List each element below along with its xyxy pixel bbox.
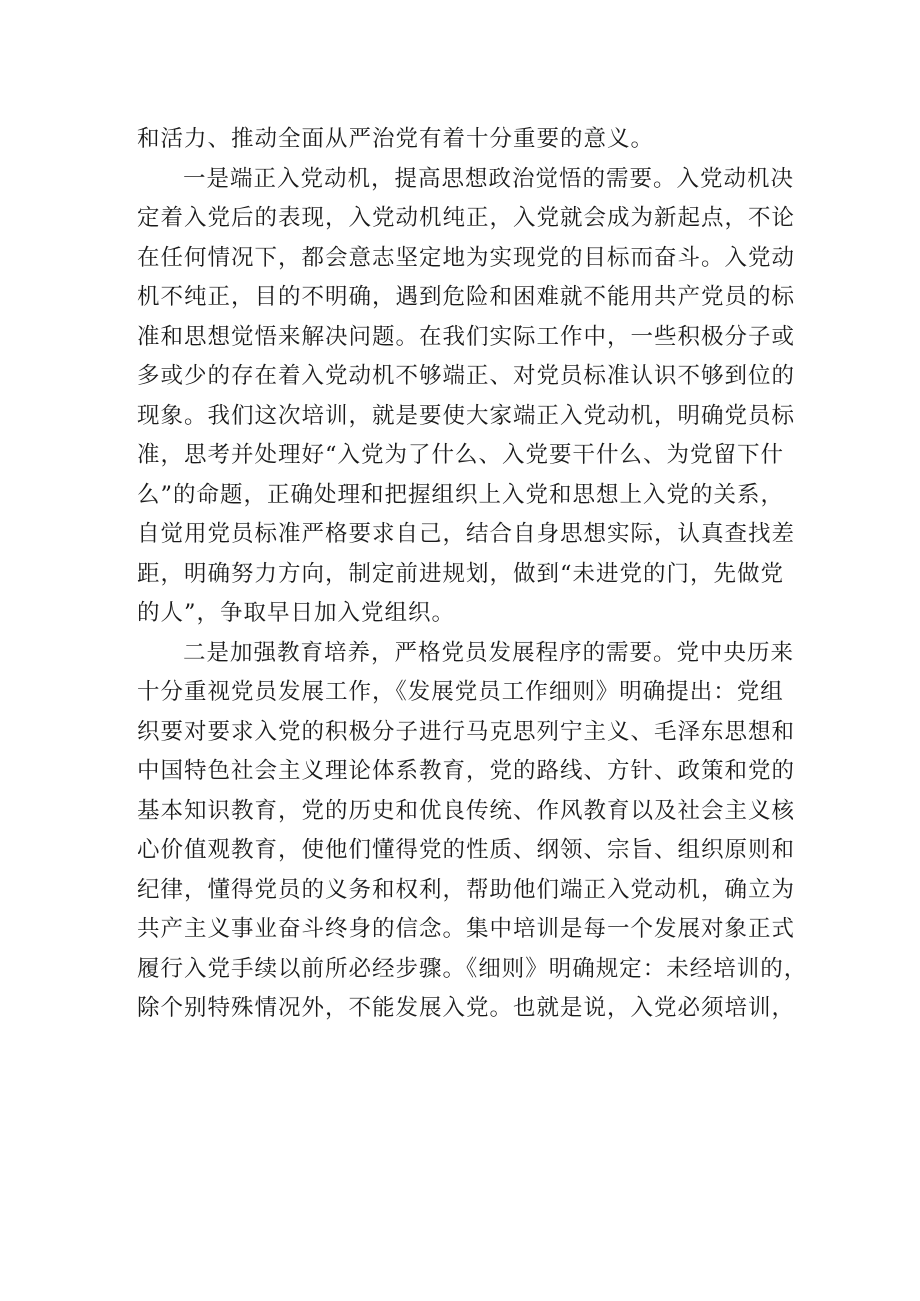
text-line: 准和思想觉悟来解决问题。在我们实际工作中，一些积极分子或	[137, 323, 796, 350]
text-line: 基本知识教育，党的历史和优良传统、作风教育以及社会主义核	[137, 797, 796, 824]
text-line: 履行入党手续以前所必经步骤。《细则》明确规定：未经培训的，	[137, 955, 808, 982]
text-line: 二是加强教育培养，严格党员发展程序的需要。党中央历来	[183, 639, 795, 666]
text-line: 现象。我们这次培训，就是要使大家端正入党动机，明确党员标	[137, 402, 796, 429]
text-line: 定着入党后的表现，入党动机纯正，入党就会成为新起点，不论	[137, 205, 796, 231]
text-line: 除个别特殊情况外，不能发展入党。也就是说，入党必须培训，	[137, 995, 796, 1021]
text-line: 织要对要求入党的积极分子进行马克思列宁主义、毛泽东思想和	[137, 718, 796, 745]
text-line: 距，明确努力方向，制定前进规划，做到“未进党的门，先做党	[137, 560, 785, 587]
text-line: 纪律，懂得党员的义务和权利，帮助他们端正入党动机，确立为	[137, 876, 796, 903]
text-line: 中国特色社会主义理论体系教育，党的路线、方针、政策和党的	[137, 758, 796, 784]
text-line: 一是端正入党动机，提高思想政治觉悟的需要。入党动机决	[183, 165, 795, 192]
text-line: 十分重视党员发展工作，《发展党员工作细则》明确提出：党组	[137, 679, 784, 705]
text-line: 心价值观教育，使他们懂得党的性质、纲领、宗旨、组织原则和	[137, 837, 796, 863]
text-line: 和活力、推动全面从严治党有着十分重要的意义。	[137, 126, 655, 152]
text-line: 在任何情况下，都会意志坚定地为实现党的目标而奋斗。入党动	[137, 244, 796, 271]
document-body	[137, 120, 808, 1029]
text-line: 共产主义事业奋斗终身的信念。集中培训是每一个发展对象正式	[137, 916, 796, 942]
text-line: 的人”，争取早日加入党组织。	[137, 600, 456, 626]
text-line: 准，思考并处理好“入党为了什么、入党要干什么、为党留下什	[137, 442, 785, 468]
text-line: 机不纯正，目的不明确，遇到危险和困难就不能用共产党员的标	[137, 284, 796, 310]
text-line: 多或少的存在着入党动机不够端正、对党员标准认识不够到位的	[137, 363, 796, 389]
text-line: 么”的命题，正确处理和把握组织上入党和思想上入党的关系，	[137, 481, 785, 508]
text-line: 自觉用党员标准严格要求自己，结合自身思想实际，认真查找差	[137, 521, 796, 547]
